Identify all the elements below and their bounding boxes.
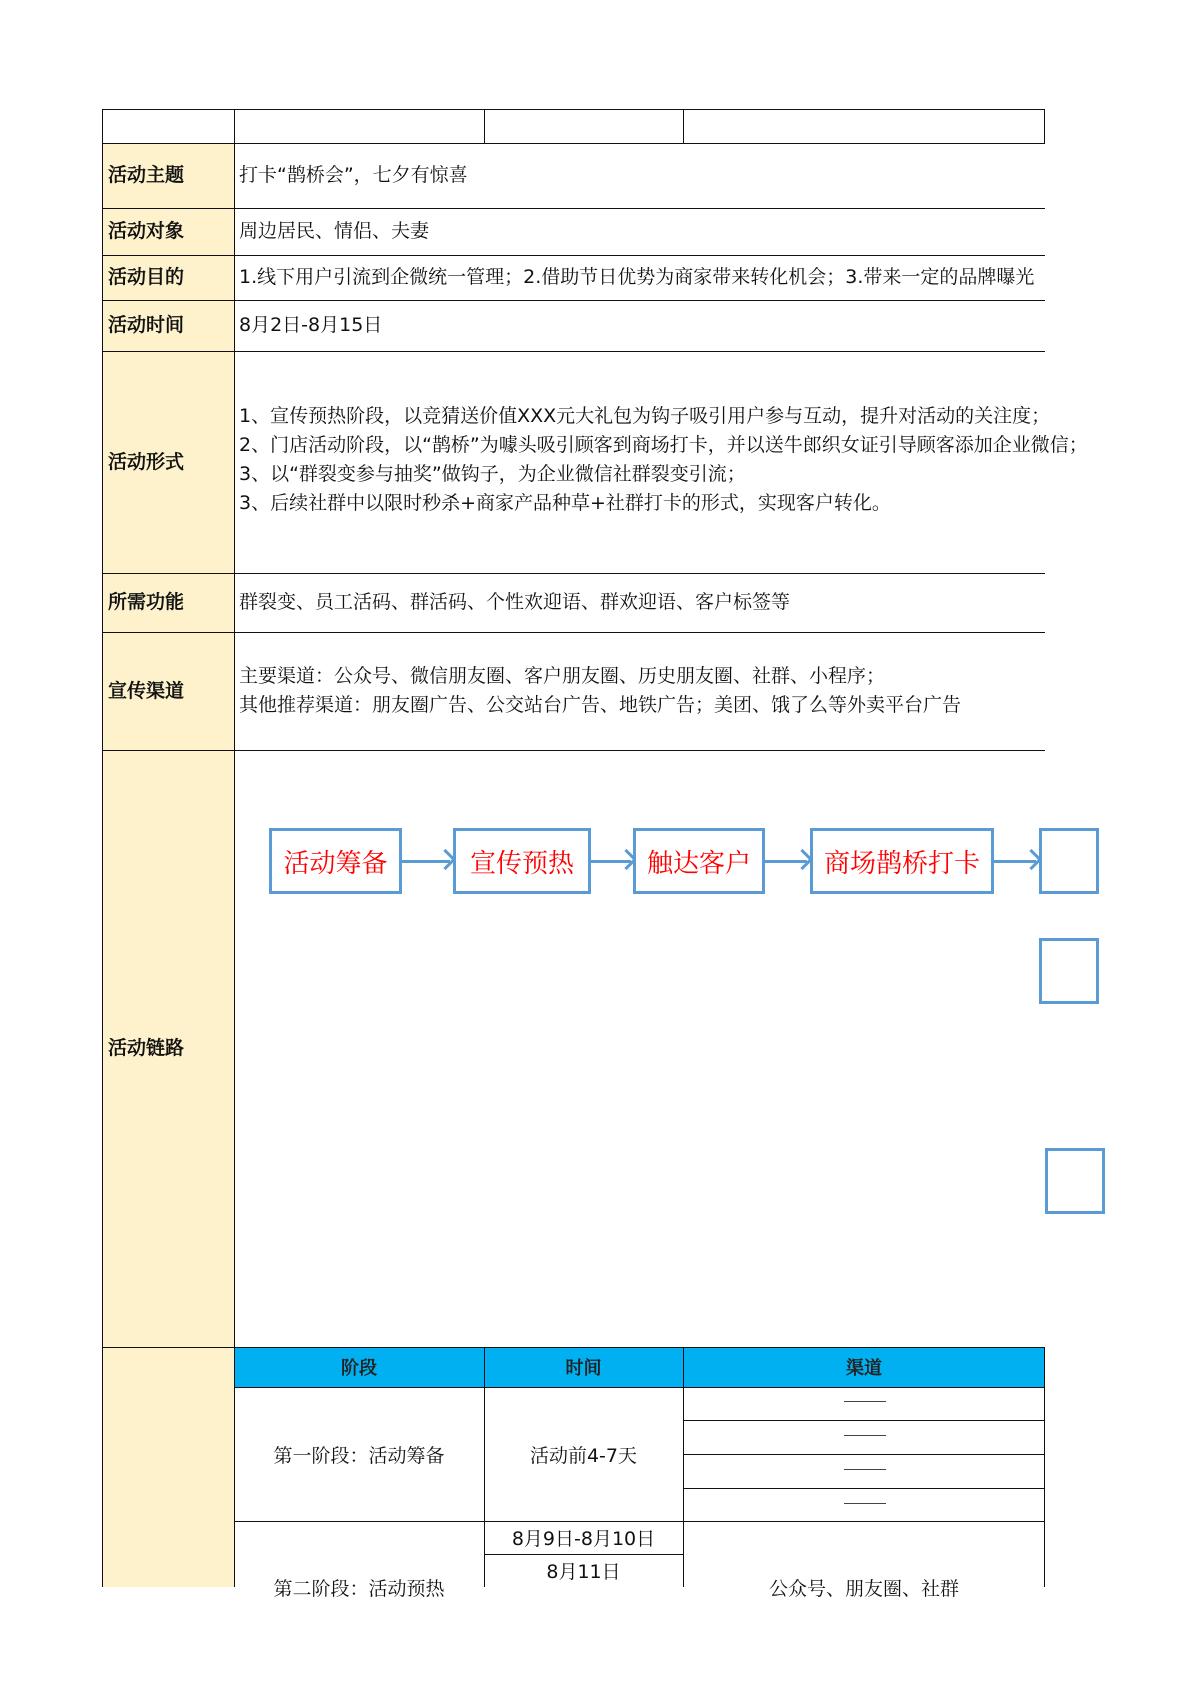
grid-line: [484, 109, 485, 143]
label-cell-schedule: [102, 1347, 234, 1587]
grid-line: [234, 109, 235, 1587]
channels-value-cell: [234, 632, 1045, 750]
flow-arrow-2: [591, 860, 631, 863]
label-cell-form: [102, 351, 234, 573]
flow-arrow-1: [402, 860, 450, 863]
form-line-4: 3、后续社群中以限时秒杀+商家产品种草+社群打卡的形式，实现客户转化。: [239, 492, 891, 514]
flow-step-reach: 触达客户: [633, 828, 765, 894]
grid-line: [1044, 1347, 1045, 1587]
grid-line: [102, 750, 1045, 751]
label-cell-features: [102, 573, 234, 632]
theme-value-cell: [234, 143, 1045, 208]
grid-line: [683, 1454, 1045, 1455]
schedule-header-time: 时间: [484, 1347, 683, 1387]
grid-line: [683, 1488, 1045, 1489]
stage1-time: 活动前4-7天: [529, 1444, 638, 1467]
grid-line: [102, 300, 1045, 301]
audience-label: 活动对象: [108, 220, 185, 242]
stage1-channel-2: [844, 1435, 886, 1436]
purpose-label: 活动目的: [108, 266, 185, 288]
flow-arrow-4: [994, 860, 1036, 863]
form-label: 活动形式: [108, 450, 185, 473]
stage1-channel-3: [844, 1469, 886, 1470]
features-label: 所需功能: [108, 591, 185, 613]
audience-value-cell: [234, 208, 1045, 255]
stage1-channel-1: [844, 1401, 886, 1402]
theme-value: 打卡“鹊桥会”，七夕有惊喜: [239, 164, 468, 186]
label-cell-audience: [102, 208, 234, 255]
flow-step-cutoff-3: [1045, 1148, 1105, 1214]
grid-line: [102, 1347, 1045, 1348]
stage2-channel: 公众号、朋友圈、社群: [768, 1577, 959, 1600]
grid-line: [102, 109, 103, 1587]
grid-line: [484, 1554, 683, 1555]
purpose-value-cell: [234, 255, 1045, 300]
stage1-channel-4: [844, 1503, 886, 1504]
label-cell-time: [102, 300, 234, 351]
form-line-2: 2、门店活动阶段，以“鹊桥”为噱头吸引顾客到商场打卡，并以送牛郎织女证引导顾客添加企业微信；: [239, 434, 1088, 456]
grid-line: [683, 109, 684, 143]
form-line-3: 3、以“群裂变参与抽奖”做钩子，为企业微信社群裂变引流；: [239, 463, 746, 485]
form-value-cell: [234, 351, 1088, 573]
purpose-value: 1.线下用户引流到企微统一管理；2.借助节日优势为商家带来转化机会；3.带来一定的品牌曝光: [239, 266, 1035, 288]
schedule-header-stage: 阶段: [234, 1347, 484, 1387]
channels-label: 宣传渠道: [108, 679, 185, 702]
flow-step-cutoff-1: [1039, 828, 1099, 894]
grid-line: [1044, 109, 1045, 143]
features-value-cell: [234, 573, 1045, 632]
stage1-name: 第一阶段：活动筹备: [273, 1444, 445, 1467]
label-cell-chain: [102, 750, 234, 1347]
flow-step-prepare: 活动筹备: [269, 828, 402, 894]
schedule-header-channel: 渠道: [683, 1347, 1045, 1387]
grid-line: [683, 1347, 684, 1587]
grid-line: [102, 573, 1045, 574]
chain-label: 活动链路: [108, 1037, 185, 1059]
grid-line: [102, 143, 1045, 144]
grid-line: [102, 208, 1045, 209]
grid-line: [234, 1387, 1045, 1388]
label-cell-theme: [102, 143, 234, 208]
time-value: 8月2日-8月15日: [239, 314, 383, 336]
grid-line: [102, 255, 1045, 256]
grid-line: [234, 1521, 1045, 1522]
label-cell-purpose: [102, 255, 234, 300]
time-label: 活动时间: [108, 314, 185, 336]
flow-step-checkin: 商场鹊桥打卡: [810, 828, 994, 894]
activity-plan-table: [102, 109, 1088, 1600]
stage2-name: 第二阶段：活动预热: [273, 1577, 445, 1600]
flow-step-warmup: 宣传预热: [453, 828, 591, 894]
stage2-time-2: 8月11日: [546, 1561, 621, 1583]
features-value: 群裂变、员工活码、群活码、个性欢迎语、群欢迎语、客户标签等: [239, 591, 791, 613]
grid-line: [683, 1420, 1045, 1421]
channels-line-1: 主要渠道：公众号、微信朋友圈、客户朋友圈、历史朋友圈、社群、小程序；: [239, 665, 886, 687]
audience-value: 周边居民、情侣、夫妻: [239, 220, 430, 242]
grid-line: [102, 632, 1045, 633]
grid-line: [102, 351, 1045, 352]
time-value-cell: [234, 300, 1045, 351]
stage2-time-1: 8月9日-8月10日: [511, 1528, 656, 1550]
label-cell-channels: [102, 632, 234, 750]
flow-step-cutoff-2: [1039, 938, 1099, 1004]
form-line-1: 1、宣传预热阶段，以竞猜送价值XXX元大礼包为钩子吸引用户参与互动，提升对活动的关注度；: [239, 405, 1051, 427]
flow-arrow-3: [765, 860, 807, 863]
grid-line: [484, 1347, 485, 1587]
theme-label: 活动主题: [108, 164, 185, 186]
grid-line: [102, 109, 1045, 110]
channels-line-2: 其他推荐渠道：朋友圈广告、公交站台广告、地铁广告；美团、饿了么等外卖平台广告: [239, 694, 962, 716]
